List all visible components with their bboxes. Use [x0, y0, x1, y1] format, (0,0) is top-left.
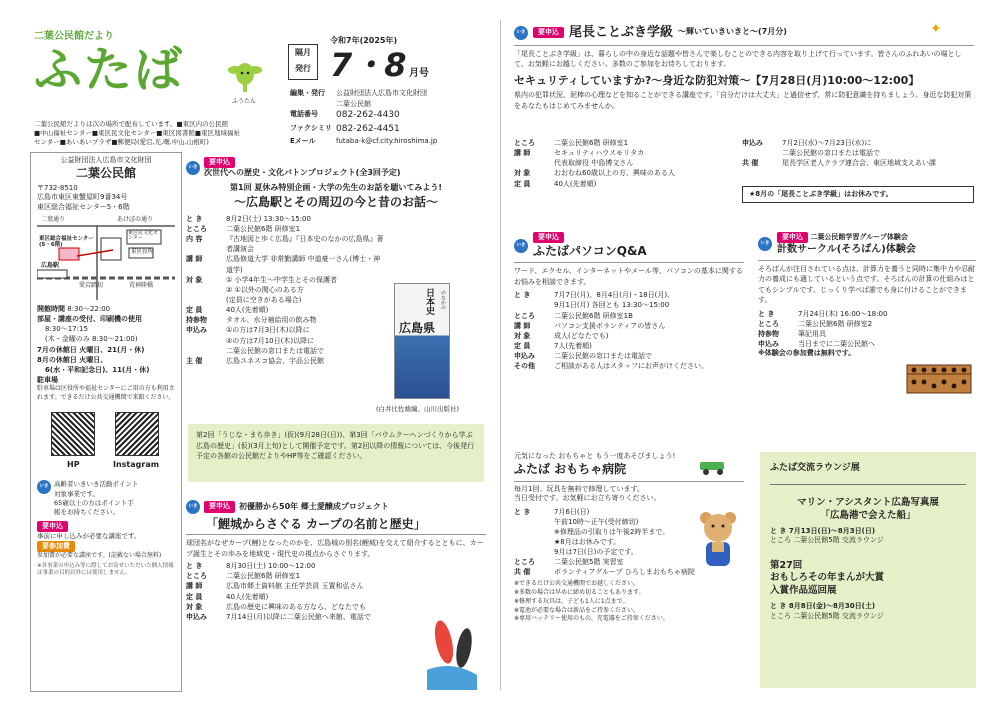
- detail-value: セキュリティハウスモリタカ: [554, 149, 645, 158]
- detail-label: と き: [758, 309, 775, 318]
- abacus-icon: [906, 364, 972, 394]
- detail-value: 7月2日(水)～7月23日(水)に: [782, 139, 872, 147]
- detail-value: 7人(先着順): [554, 341, 592, 350]
- detail-row: [514, 311, 744, 321]
- onaga-subtitle: ～輝いていきいきと～(7月分): [678, 27, 787, 37]
- detail-value: 広島修道大学 非常勤講師 中道豪一さん(博士・神道学): [226, 255, 381, 274]
- note-line: ※修理する玩具は、子ども1人に1点まで。: [514, 597, 629, 605]
- detail-row: [514, 331, 744, 341]
- detail-value: 二葉公民館6階 研修室1B: [554, 311, 633, 320]
- detail-label: ところ: [186, 225, 207, 234]
- ikiiki-icon: いき: [186, 500, 200, 514]
- detail-row: [758, 319, 908, 329]
- detail-value: 成人(どなたでも): [554, 331, 609, 340]
- legend-yoyaku-badge: 要申込: [37, 521, 68, 532]
- detail-label: [186, 346, 226, 356]
- detail-value: 『古地図と歩く広島』『日本史のなかの広島県』著者講演会: [226, 235, 384, 254]
- apply-badge: 要申込: [533, 27, 564, 38]
- abacus-series: 二葉公民館学習グループ体験会: [810, 233, 908, 241]
- hp-qr-code[interactable]: [51, 412, 95, 456]
- detail-value: 筆記用具: [798, 329, 826, 338]
- detail-value: 当日までに二葉公民館へ: [798, 340, 875, 349]
- detail-row: [758, 329, 908, 339]
- detail-value: ご相談がある人はスタッフにお声がけください。: [554, 362, 708, 371]
- hp-label: HP: [67, 460, 80, 470]
- detail-row: [186, 224, 386, 234]
- detail-value: おおむね60歳以上の方、興味のある人: [554, 169, 675, 178]
- carp-fish-icon: [422, 600, 482, 690]
- detail-value: 8月30日(土) 10:00～12:00: [226, 562, 316, 571]
- newsletter-subtitle: 二葉公民館だより: [34, 31, 114, 42]
- detail-row: [514, 179, 734, 189]
- detail-value: 広島市郷土資料館 主任学芸員 玉置和弘さん: [226, 582, 364, 591]
- detail-label: 持参物: [758, 329, 779, 338]
- history-series: 次世代への歴史・文化バトンプロジェクト(全3回予定): [204, 168, 401, 178]
- detail-label: と き: [186, 214, 203, 223]
- logo: ふたば: [34, 41, 185, 98]
- detail-row: [186, 295, 386, 305]
- detail-value: 広島ユネスコ協会、宇品公民館: [226, 356, 324, 365]
- detail-row: [742, 148, 982, 158]
- detail-value: ★8月はお休みです。: [554, 537, 621, 546]
- apply-badge: 要申込: [777, 232, 808, 243]
- teddy-bear-icon: [694, 510, 742, 572]
- detail-row: [186, 346, 386, 356]
- detail-row: [514, 341, 744, 351]
- detail-row: [186, 285, 386, 295]
- ikiiki-icon: いき: [514, 239, 528, 253]
- detail-value: 代表取締役 中島博文さん: [554, 159, 634, 168]
- detail-row: [514, 148, 734, 158]
- mascot-name: ふうたん: [232, 98, 257, 105]
- detail-value: 9月1日(月) 各回とも 13:30～15:00: [554, 301, 670, 310]
- instagram-label: Instagram: [113, 460, 160, 470]
- ikiiki-icon: いき: [37, 480, 51, 494]
- history-details: [186, 214, 386, 366]
- history-session: 第1回 夏休み特別企画・大学の先生のお話を聴いてみよう!: [230, 182, 442, 192]
- detail-row: [186, 254, 386, 274]
- lounge-title: ふたば交流ラウンジ展: [770, 463, 860, 473]
- detail-label: 対 象: [514, 169, 531, 178]
- detail-label: 持参物: [186, 316, 207, 325]
- carp-desc: 球団名がなぜカープ(鯉)となったのかを、広島城の別名(鯉城)を交えて紹介するとともに、カープ誕生とその歩みを地域史・現代史の視点からさぐります。: [186, 534, 486, 559]
- detail-value: 7月7日(月)、8月4日(月)・18日(月)、: [554, 291, 675, 300]
- detail-value: 二葉公民館の窓口または電話で: [554, 352, 652, 361]
- detail-value: 二葉公民館の窓口または電話で: [782, 149, 880, 158]
- detail-label: [186, 285, 226, 295]
- detail-label: 対 象: [186, 602, 203, 611]
- detail-label: 定 員: [186, 306, 203, 315]
- pc-article: [514, 232, 744, 371]
- detail-value: 二葉公民館の窓口または電話で: [226, 346, 324, 355]
- detail-label: 申込み: [186, 326, 207, 335]
- detail-row: [514, 138, 734, 148]
- detail-value: 9月は7日(日)の予定です。: [554, 548, 638, 557]
- sidebar: 公益財団法人広島市文化財団 二葉公民館 〒732-8510 広島市東区東蟹屋町9番34号 東区総合福祉センター5・6階 二葉通り あけぼの通り 東区民文化センター 東区総合福祉センター(5・6階) 東区役所 広島駅 愛宕踏切 荒神陸橋 開館時間 8:30～22:00 部屋・講座の受付、印刷機の使用 8:30～17:15 (木・金曜のみ 8:30～21:00) 7月の休館日 火曜日、21(月・休) 8月の休館日 火曜日、 6(水・平和記念日)、11(月・休) 駐車場 駐車場は区役所や福祉センターにご用の方も利用されます。できるだけ公共交通機関で来館ください。 HP Instagram いき 高齢者いきいき活動ポイント 対象事業です。 65歳以上の方はポイント手 帳をお持ちください。 要申込 事前に申し込みが必要な講座です。 要参加費 参加費が必要な講座です。(記載ない場合無料) ※各事業の申込み等に際してお寄せいただいた個人情報は事業の目的以外には使用しません。: [30, 152, 182, 692]
- column-divider: [500, 20, 501, 690]
- note-line: ※多数の場合は早めに締め切ることもあります。: [514, 589, 645, 597]
- onaga-headline-desc: 県内の犯罪状況、泥棒の心理などを知ることができる講座です。「自分だけは大丈夫」と過信せず、常に防犯意識を持ちましょう。身近な防犯対策をあなたもはじめてみませんか。: [514, 91, 972, 110]
- issue-month: 7・8 月号: [330, 46, 429, 84]
- book-cover-image: 日本史 のなかの 広島県: [394, 283, 450, 399]
- detail-label: 定 員: [514, 341, 531, 350]
- detail-value: 午前10時～正午(受付締切): [554, 517, 639, 526]
- detail-label: 対 象: [186, 275, 203, 284]
- detail-row: [758, 339, 908, 349]
- detail-value: ② ①以外の関心のある方: [226, 285, 304, 294]
- lounge-panel: ふたば交流ラウンジ展 マリン・アシスタント広島写真展 「広島港で会えた船」 と き 7月13日(日)～8月3日(日) ところ 二葉公民館5階 交流ラウンジ 第27回 おもしろその年まんが大賞 入賞作品巡回展 と き 8月8日(金)～8月30日(土) ところ 二葉公民館5階 交流ラウンジ: [760, 452, 976, 688]
- toy-notes: [514, 580, 744, 623]
- detail-row: [186, 305, 386, 315]
- detail-value: パソコン支援ボランティアの皆さん: [554, 321, 666, 330]
- detail-row: [742, 138, 982, 148]
- detail-label: 申込み: [742, 139, 763, 147]
- carp-series: 初優勝から50年 郷土愛醸成プロジェクト: [239, 501, 389, 511]
- abacus-details: [758, 309, 908, 350]
- detail-value: 7月6日(日): [554, 507, 590, 516]
- sidebar-org: 公益財団法人広島市文化財団: [60, 156, 152, 164]
- detail-label: と き: [186, 562, 203, 571]
- detail-label: 申込み: [514, 352, 535, 361]
- detail-label: 主 催: [186, 356, 203, 365]
- detail-row: [186, 315, 386, 325]
- sidebar-name: 二葉公民館: [75, 166, 136, 181]
- detail-label: 講 師: [514, 321, 531, 330]
- toy-title: ふたば おもちゃ病院: [514, 462, 627, 477]
- detail-label: ところ: [514, 139, 535, 147]
- toy-car-icon: [698, 456, 728, 476]
- detail-value: 40人(先着順): [226, 306, 269, 315]
- detail-row: [514, 300, 744, 310]
- apply-badge: 要申込: [204, 157, 235, 168]
- toy-article: 元気になった おもちゃと もう一度あそびましょう! ふたば おもちゃ病院 毎月1回、玩具を無料で修理しています。 当日受付です。お気軽にお立ち寄りください。 と き 7月6日(日) 午前10時～正午(受付締切) ※修理品の引取りは午後2時半まで。 ★8月はお休みです。 9月は7日(日)の予定です。 ところ 二葉公民館5階 実習室 共 催 ボランティアグループ ひろしまおもちゃ病院 ※できるだけ公共交通機関でお越しください。 ※多数の場合は早めに締め切ることもあります。 ※修理する玩具は、子ども1人に1点まで。 ※電池が必要な場合は新品をご持参ください。 ※専用バッテリー使用のもの、充電器をご持参ください。: [514, 452, 744, 624]
- abacus-fee-note: ※体験会の参加費は無料です。: [758, 349, 856, 358]
- distribution-info: 二葉公民館だよりは次の場所で配布しています。■東区内の公民館 ■中山福祉センター■東区民文化センター■東区図書館■東区地域福祉 センター■あいあいプラザ■郵便局(愛宕,光,曙,中山,山根町): [34, 120, 241, 147]
- abacus-article: [758, 232, 976, 359]
- detail-label: ところ: [186, 572, 207, 581]
- detail-row: [514, 158, 734, 168]
- detail-label: 対 象: [514, 331, 531, 340]
- detail-value: ① 小学4年生～中学生とその保護者: [226, 275, 337, 284]
- detail-label: 申込み: [758, 340, 779, 349]
- detail-label: 講 師: [186, 255, 203, 264]
- detail-label: その他: [514, 362, 535, 371]
- book-credit: (白井比佐雄編、山川出版社): [376, 405, 460, 413]
- pc-desc: ワード、エクセル、インターネットやメール等、パソコンの基本に関するお悩みを相談できます。: [514, 262, 744, 287]
- pc-details: [514, 290, 744, 371]
- detail-row: [186, 571, 486, 581]
- detail-value: 8月2日(土) 13:30～15:00: [226, 214, 311, 223]
- detail-row: [186, 581, 486, 591]
- onaga-desc: 「尾長ことぶき学級」は、暮らしの中の身近な話題や皆さんで楽しむことのできる内容を取り上げて行っています。皆さんのふれあいの場として、お気軽にお越しください。多数のご参加をお待ちしております。: [514, 45, 974, 70]
- detail-label: ところ: [514, 311, 535, 320]
- onaga-details-right: [742, 138, 982, 168]
- ikiiki-icon: いき: [186, 161, 200, 175]
- masthead: [34, 30, 204, 122]
- detail-value: 40人(先着順): [226, 592, 269, 601]
- detail-label: ところ: [758, 319, 779, 328]
- detail-row: [514, 168, 734, 178]
- detail-row: [186, 336, 386, 346]
- detail-label: [514, 300, 554, 310]
- detail-label: [742, 148, 782, 158]
- detail-label: [514, 517, 554, 527]
- ikiiki-icon: いき: [514, 26, 528, 40]
- history-note: 第2回「うじな・まち歩き」(仮)(9月28日(日))、第3回「バウムクーヘンづくりから学ぶ広島の歴史」(仮)(3月上旬)として開催予定です。第2回以降の情報については、今後発行予定の各館の公民館だよりやHP等をご確認ください。: [188, 424, 484, 482]
- issue-year: 令和7年(2025年): [330, 36, 398, 45]
- sparkle-icon: ✦: [930, 21, 942, 37]
- apply-badge: 要申込: [204, 501, 235, 512]
- detail-label: 申込み: [186, 612, 207, 621]
- detail-value: 二葉公民館6階 研修室2: [798, 319, 873, 328]
- issue-tag: 隔月 発行: [288, 44, 318, 80]
- detail-label: ところ: [514, 558, 535, 567]
- detail-row: [514, 321, 744, 331]
- detail-value: 7月24日(木) 16:00～18:00: [798, 309, 888, 318]
- detail-label: [514, 158, 554, 168]
- onaga-aug-note: ★8月の「尾長ことぶき学級」はお休みです。: [742, 186, 974, 203]
- detail-label: と き: [514, 507, 531, 516]
- detail-row: [186, 561, 486, 571]
- onaga-details-left: [514, 138, 734, 189]
- detail-value: 40人(先着順): [554, 179, 597, 188]
- abacus-title: 計数サークル(そろばん)体験会: [777, 244, 916, 256]
- detail-row: [186, 234, 386, 254]
- detail-label: [514, 547, 554, 557]
- access-map: 二葉通り あけぼの通り 東区民文化センター 東区総合福祉センター(5・6階) 東区役所 広島駅 愛宕踏切 荒神陸橋: [37, 216, 175, 300]
- ikiiki-icon: いき: [758, 237, 772, 251]
- detail-value: 二葉公民館6階 研修室1: [554, 139, 629, 147]
- detail-value: ※修理品の引取りは午後2時半まで。: [554, 527, 670, 536]
- detail-label: 講 師: [186, 582, 203, 591]
- detail-value: 尾長学区老人クラブ連合会、東区地域支えあい課: [782, 159, 936, 168]
- detail-label: [514, 527, 554, 537]
- note-line: ※専用バッテリー使用のもの、充電器をご持参ください。: [514, 615, 669, 623]
- detail-label: 定 員: [514, 179, 531, 188]
- instagram-qr-code[interactable]: [115, 412, 159, 456]
- detail-label: 定 員: [186, 592, 203, 601]
- detail-row: [758, 309, 908, 319]
- detail-row: [186, 275, 386, 285]
- detail-row: [186, 356, 386, 366]
- abacus-desc: そろばんが注目されている点は、計算力を養うと同時に集中力や忍耐力の養成にも適しているという点です。そろばんの計算の仕組みはとてもシンプルです。じっくり学べば誰でも身に付けることができます。: [758, 260, 976, 306]
- publisher-info: 編集・発行 公益財団法人広島市文化財団 二葉公民館 電話番号 082-262-4430 ファクシミリ 082-262-4451 Eメール futaba-k@cf.city.hiroshima.jp: [290, 89, 438, 145]
- note-line: ※電池が必要な場合は新品をご持参ください。: [514, 606, 640, 614]
- detail-label: [514, 537, 554, 547]
- detail-label: 内 容: [186, 235, 203, 244]
- pc-title: ふたばパソコンQ&A: [533, 244, 647, 259]
- detail-label: 講 師: [514, 149, 531, 158]
- detail-label: 共 催: [514, 568, 531, 577]
- detail-value: (定員に空きがある場合): [226, 296, 302, 304]
- onaga-article: [514, 24, 974, 111]
- detail-label: [186, 336, 226, 346]
- detail-row: [186, 214, 386, 224]
- detail-row: [514, 361, 744, 371]
- onaga-title: 尾長ことぶき学級: [569, 25, 674, 40]
- detail-label: と き: [514, 291, 531, 300]
- detail-value: ①の方は7月3日(木)以降に: [226, 326, 310, 335]
- onaga-headline: セキュリティしていますか?～身近な防犯対策～【7月28日(月)10:00～12:00】: [514, 73, 920, 87]
- legend-fee-badge: 要参加費: [37, 541, 75, 552]
- detail-value: 二葉公民館6階 研修室1: [226, 572, 301, 581]
- detail-row: [514, 351, 744, 361]
- detail-row: [514, 290, 744, 300]
- detail-value: 二葉公民館6階 研修室1: [226, 225, 301, 234]
- detail-label: 共 催: [742, 159, 759, 168]
- detail-value: タオル、水分補給用の飲み物: [226, 316, 317, 325]
- carp-title: 「鯉城からさぐる カープの名前と歴史」: [206, 517, 426, 531]
- toy-tagline: 元気になった おもちゃと もう一度あそびましょう!: [514, 452, 676, 460]
- detail-value: ②の方は7月10日(木)以降に: [226, 336, 315, 345]
- detail-value: 広島の歴史に興味のある方なら、どなたでも: [226, 602, 366, 611]
- history-title: ～広島駅とその周辺の今と昔のお話～: [233, 194, 438, 209]
- detail-row: [186, 325, 386, 335]
- detail-value: 二葉公民館5階 実習室: [554, 558, 624, 567]
- detail-value: ボランティアグループ ひろしまおもちゃ病院: [554, 568, 695, 577]
- note-line: ※できるだけ公共交通機関でお越しください。: [514, 580, 640, 588]
- apply-badge: 要申込: [533, 232, 564, 243]
- mascot-icon: [225, 58, 265, 98]
- detail-row: [742, 158, 982, 168]
- detail-value: 7月14日(月)以降に二葉公民館へ来館、電話で: [226, 612, 371, 621]
- detail-label: [186, 295, 226, 305]
